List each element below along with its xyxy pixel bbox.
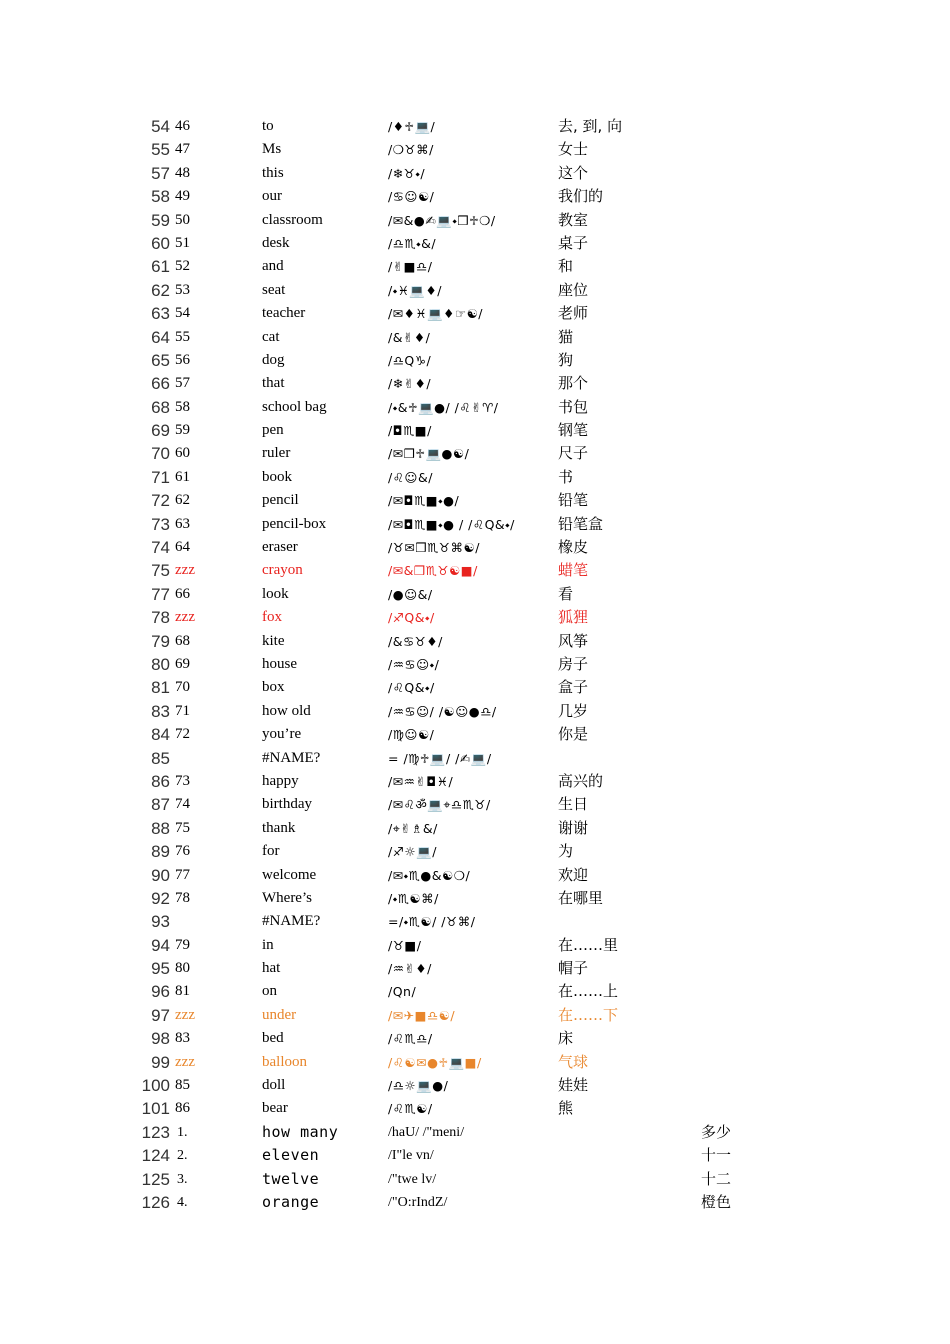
- phonetic: /◘♏■/: [388, 423, 432, 439]
- vocabulary-row: [0, 887, 950, 910]
- row-number: 86: [151, 771, 170, 791]
- phonetic: /♒✌♦/: [388, 961, 432, 977]
- row-number: 123: [141, 1122, 170, 1142]
- chinese-meaning: 在……上: [558, 982, 619, 1001]
- english-word: #NAME?: [262, 913, 321, 930]
- english-word: bed: [262, 1030, 284, 1047]
- row-number: 78: [151, 608, 170, 628]
- english-word: cat: [262, 328, 280, 345]
- row-number: 57: [151, 163, 170, 183]
- english-word: eraser: [262, 539, 298, 556]
- entry-number: 1.: [177, 1124, 188, 1140]
- entry-number: 79: [175, 936, 190, 953]
- row-number: 60: [151, 233, 170, 253]
- entry-number: 63: [175, 515, 190, 532]
- phonetic: /✉&❒♏♉☯■/: [388, 563, 478, 579]
- phonetic: /haU/ /"meni/: [388, 1124, 465, 1140]
- english-word: this: [262, 164, 284, 181]
- english-word: balloon: [262, 1053, 307, 1070]
- chinese-meaning: 生日: [558, 795, 589, 814]
- entry-number: zzz: [175, 562, 195, 579]
- row-number: 72: [151, 491, 170, 511]
- row-number: 89: [151, 842, 170, 862]
- chinese-meaning: 狐狸: [558, 608, 589, 627]
- vocabulary-row: [0, 864, 950, 887]
- vocabulary-row: [0, 302, 950, 325]
- phonetic: /⬩♓💻♦/: [388, 282, 442, 298]
- entry-number: 46: [175, 118, 190, 134]
- english-word: fox: [262, 609, 282, 626]
- row-number: 73: [151, 514, 170, 534]
- phonetic: /♌Q&⬩/: [388, 680, 435, 696]
- entry-number: 52: [175, 258, 190, 275]
- entry-number: 78: [175, 889, 190, 906]
- entry-number: 47: [175, 141, 190, 158]
- chinese-meaning: 书包: [558, 397, 589, 416]
- vocabulary-row: [0, 1168, 950, 1191]
- chinese-meaning: 铅笔盒: [558, 514, 604, 533]
- vocabulary-row: [0, 396, 950, 419]
- entry-number: zzz: [175, 1006, 195, 1023]
- english-word: on: [262, 983, 277, 1000]
- phonetic: /I"le vn/: [388, 1148, 434, 1164]
- english-word: doll: [262, 1077, 286, 1094]
- chinese-meaning: 气球: [558, 1052, 589, 1071]
- english-word: welcome: [262, 866, 317, 883]
- entry-number: 85: [175, 1077, 190, 1094]
- english-word: that: [262, 375, 285, 392]
- chinese-meaning: 蜡笔: [558, 561, 589, 580]
- row-number: 97: [151, 1005, 170, 1025]
- english-word: teacher: [262, 305, 306, 322]
- phonetic: /✌■♎/: [388, 259, 433, 275]
- phonetic: /♐Q&⬩/: [388, 610, 435, 626]
- chinese-meaning: 去, 到, 向: [558, 117, 623, 135]
- phonetic: /⬩&♱💻●/ /♌✌♈/: [388, 399, 499, 415]
- vocabulary-row: [0, 138, 950, 161]
- vocabulary-row: [0, 1004, 950, 1027]
- chinese-meaning: 狗: [558, 350, 574, 369]
- phonetic: /♌☺&/: [388, 469, 433, 485]
- chinese-meaning: 桌子: [558, 233, 589, 252]
- entry-number: 83: [175, 1030, 190, 1047]
- vocabulary-row: [0, 372, 950, 395]
- english-word: birthday: [262, 796, 312, 813]
- english-word: look: [262, 585, 289, 602]
- entry-number: 57: [175, 375, 190, 392]
- english-word: eleven: [262, 1146, 320, 1165]
- english-word: twelve: [262, 1169, 320, 1188]
- phonetic: /"O:rIndZ/: [388, 1194, 448, 1210]
- phonetic: /♉■/: [388, 937, 422, 953]
- entry-number: 62: [175, 492, 190, 509]
- row-number: 98: [151, 1029, 170, 1049]
- vocabulary-row: [0, 653, 950, 676]
- english-word: to: [262, 118, 274, 134]
- english-word: book: [262, 468, 292, 485]
- row-number: 74: [151, 538, 170, 558]
- row-number: 80: [151, 654, 170, 674]
- row-number: 90: [151, 865, 170, 885]
- chinese-meaning: 谢谢: [558, 818, 589, 837]
- english-word: our: [262, 188, 282, 205]
- phonetic: /♒♋☺⬩/: [388, 656, 440, 672]
- vocabulary-row: [0, 1144, 950, 1167]
- entry-number: 86: [175, 1100, 190, 1117]
- vocabulary-row: [0, 934, 950, 957]
- english-word: crayon: [262, 562, 303, 579]
- entry-number: 64: [175, 539, 190, 556]
- phonetic: /●☺&/: [388, 586, 433, 602]
- row-number: 88: [151, 818, 170, 838]
- vocabulary-row: [0, 583, 950, 606]
- vocabulary-row: [0, 255, 950, 278]
- row-number: 66: [151, 374, 170, 394]
- phonetic: /♌♏☯/: [388, 1101, 433, 1117]
- entry-number: 54: [175, 305, 190, 322]
- english-word: box: [262, 679, 285, 696]
- entry-number: 51: [175, 234, 190, 251]
- english-word: school bag: [262, 398, 327, 415]
- row-number: 124: [141, 1146, 170, 1166]
- vocabulary-row: [0, 466, 950, 489]
- row-number: 125: [141, 1169, 170, 1189]
- phonetic: /✉♦♓💻♦☞☯/: [388, 306, 483, 322]
- entry-number: 56: [175, 351, 190, 368]
- row-number: 59: [151, 210, 170, 230]
- english-word: thank: [262, 819, 296, 836]
- vocabulary-row: [0, 793, 950, 816]
- entry-number: 58: [175, 398, 190, 415]
- chinese-meaning: 帽子: [558, 959, 589, 978]
- chinese-meaning: 房子: [558, 654, 589, 673]
- chinese-meaning: 橡皮: [558, 538, 589, 557]
- phonetic: /♐☼💻/: [388, 844, 437, 860]
- chinese-meaning: 和: [558, 257, 574, 276]
- phonetic: /♉✉❒♏♉⌘☯/: [388, 540, 480, 556]
- row-number: 70: [151, 444, 170, 464]
- chinese-meaning: 我们的: [558, 187, 604, 206]
- entry-number: 53: [175, 281, 190, 298]
- phonetic: /♌♏♎/: [388, 1031, 433, 1047]
- english-word: hat: [262, 960, 281, 977]
- entry-number: 48: [175, 164, 190, 181]
- entry-number: 73: [175, 772, 190, 789]
- chinese-meaning: 为: [558, 842, 574, 861]
- row-number: 81: [151, 678, 170, 698]
- vocabulary-row: [0, 489, 950, 512]
- vocabulary-row: [0, 700, 950, 723]
- vocabulary-row: [0, 419, 950, 442]
- phonetic: /♌☯✉●♱💻■/: [388, 1054, 482, 1070]
- phonetic: /✉❒♱💻●☯/: [388, 446, 470, 462]
- english-word: desk: [262, 234, 290, 251]
- row-number: 92: [151, 888, 170, 908]
- row-number: 63: [151, 304, 170, 324]
- vocabulary-row: [0, 513, 950, 536]
- entry-number: 75: [175, 819, 190, 836]
- entry-number: 70: [175, 679, 190, 696]
- chinese-meaning: 盒子: [558, 678, 589, 697]
- entry-number: 77: [175, 866, 190, 883]
- entry-number: 60: [175, 445, 190, 462]
- phonetic: /✉♒✌◘♓/: [388, 773, 454, 789]
- entry-number: 76: [175, 843, 190, 860]
- entry-number: 68: [175, 632, 190, 649]
- chinese-meaning: 这个: [558, 163, 589, 182]
- phonetic: /✉◘♏■⬩● / /♌Q&⬩/: [388, 516, 515, 532]
- phonetic: /✉✈■♎☯/: [388, 1007, 456, 1023]
- phonetic: /♦♱💻/: [388, 119, 436, 134]
- chinese-meaning: 娃娃: [558, 1076, 589, 1095]
- vocabulary-row: [0, 326, 950, 349]
- entry-number: 49: [175, 188, 190, 205]
- entry-number: 4.: [177, 1194, 188, 1210]
- chinese-meaning: 尺子: [558, 444, 589, 463]
- chinese-meaning: 你是: [558, 725, 589, 744]
- vocabulary-row: [0, 349, 950, 372]
- entry-number: 61: [175, 468, 190, 485]
- vocabulary-row: [0, 162, 950, 185]
- chinese-meaning: 在哪里: [558, 888, 604, 907]
- chinese-meaning: 书: [558, 467, 574, 486]
- chinese-meaning: 那个: [558, 374, 589, 393]
- vocabulary-sheet: [0, 115, 950, 1214]
- english-word: under: [262, 1006, 297, 1023]
- vocabulary-row: [0, 1097, 950, 1120]
- english-word: happy: [262, 772, 299, 789]
- chinese-meaning: 床: [558, 1029, 574, 1048]
- vocabulary-row: [0, 910, 950, 933]
- chinese-meaning: 十一: [701, 1146, 732, 1165]
- vocabulary-row: [0, 630, 950, 653]
- english-word: seat: [262, 281, 286, 298]
- vocabulary-row: [0, 840, 950, 863]
- vocabulary-row: [0, 606, 950, 629]
- phonetic: /♋☺☯/: [388, 189, 435, 205]
- english-word: how many: [262, 1122, 339, 1141]
- row-number: 58: [151, 187, 170, 207]
- phonetic: /✉♌ॐ💻⌖♎♏♉/: [388, 797, 491, 813]
- row-number: 126: [141, 1192, 170, 1212]
- vocabulary-row: [0, 770, 950, 793]
- chinese-meaning: 座位: [558, 280, 589, 299]
- vocabulary-row: [0, 1051, 950, 1074]
- vocabulary-row: [0, 209, 950, 232]
- vocabulary-row: [0, 185, 950, 208]
- vocabulary-row: [0, 723, 950, 746]
- vocabulary-row: [0, 1121, 950, 1144]
- chinese-meaning: 铅笔: [558, 491, 589, 510]
- english-word: orange: [262, 1192, 320, 1211]
- row-number: 77: [151, 584, 170, 604]
- english-word: pencil: [262, 492, 299, 509]
- entry-number: 74: [175, 796, 190, 813]
- english-word: classroom: [262, 211, 323, 228]
- phonetic: /♒♋☺/ /☯☺●♎/: [388, 703, 497, 719]
- row-number: 79: [151, 631, 170, 651]
- english-word: Where’s: [262, 889, 312, 906]
- vocabulary-row: [0, 442, 950, 465]
- row-number: 55: [151, 140, 170, 160]
- phonetic: /⬩♏☯⌘/: [388, 890, 439, 906]
- phonetic: /♎♏⬩&/: [388, 235, 437, 251]
- english-word: bear: [262, 1100, 288, 1117]
- vocabulary-row: [0, 232, 950, 255]
- chinese-meaning: 女士: [558, 140, 589, 159]
- english-word: ruler: [262, 445, 291, 462]
- row-number: 93: [151, 912, 170, 932]
- row-number: 64: [151, 327, 170, 347]
- phonetic: /Qn/: [388, 984, 417, 1000]
- chinese-meaning: 猫: [558, 327, 574, 346]
- english-word: how old: [262, 702, 311, 719]
- chinese-meaning: 欢迎: [558, 865, 589, 884]
- vocabulary-row: [0, 559, 950, 582]
- vocabulary-row: [0, 115, 950, 138]
- row-number: 85: [151, 748, 170, 768]
- row-number: 95: [151, 959, 170, 979]
- vocabulary-row: [0, 279, 950, 302]
- chinese-meaning: 熊: [558, 1099, 574, 1118]
- row-number: 100: [141, 1076, 170, 1096]
- row-number: 62: [151, 280, 170, 300]
- row-number: 87: [151, 795, 170, 815]
- phonetic: /✉⬩♏●&☯❍/: [388, 867, 471, 883]
- phonetic: /❍♉⌘/: [388, 142, 434, 158]
- english-word: you’re: [262, 726, 302, 743]
- entry-number: zzz: [175, 609, 195, 626]
- chinese-meaning: 十二: [701, 1169, 732, 1188]
- phonetic: /✉&●✍💻⬩❒♱❍/: [388, 212, 496, 228]
- vocabulary-row: [0, 1027, 950, 1050]
- english-word: pencil-box: [262, 515, 327, 532]
- entry-number: 69: [175, 655, 190, 672]
- row-number: 54: [151, 117, 170, 136]
- phonetic: /"twe lv/: [388, 1171, 437, 1187]
- row-number: 68: [151, 397, 170, 417]
- row-number: 75: [151, 561, 170, 581]
- row-number: 99: [151, 1052, 170, 1072]
- vocabulary-row: [0, 536, 950, 559]
- phonetic: /♎Q♑/: [388, 352, 432, 368]
- phonetic: /♎☼💻●/: [388, 1078, 449, 1094]
- row-number: 94: [151, 935, 170, 955]
- phonetic: /♍☺☯/: [388, 727, 435, 743]
- english-word: for: [262, 843, 280, 860]
- phonetic: /⌖✌♗&/: [388, 820, 438, 836]
- row-number: 65: [151, 350, 170, 370]
- english-word: #NAME?: [262, 749, 321, 766]
- entry-number: zzz: [175, 1053, 195, 1070]
- row-number: 84: [151, 725, 170, 745]
- phonetic: /✉◘♏■⬩●/: [388, 493, 460, 509]
- entry-number: 55: [175, 328, 190, 345]
- chinese-meaning: 钢笔: [558, 421, 589, 440]
- vocabulary-row: [0, 676, 950, 699]
- phonetic: /❄♉⬩/: [388, 165, 426, 181]
- chinese-meaning: 老师: [558, 304, 589, 323]
- chinese-meaning: 在……里: [558, 935, 619, 954]
- vocabulary-row: [0, 747, 950, 770]
- chinese-meaning: 风筝: [558, 631, 589, 650]
- entry-number: 81: [175, 983, 190, 1000]
- english-word: dog: [262, 351, 285, 368]
- english-word: and: [262, 258, 284, 275]
- vocabulary-row: [0, 817, 950, 840]
- vocabulary-row: [0, 1074, 950, 1097]
- entry-number: 71: [175, 702, 190, 719]
- phonetic: /&♋♉♦/: [388, 633, 443, 649]
- chinese-meaning: 在……下: [558, 1005, 619, 1024]
- chinese-meaning: 看: [558, 584, 574, 603]
- entry-number: 50: [175, 211, 190, 228]
- row-number: 69: [151, 421, 170, 441]
- phonetic: /❄✌♦/: [388, 376, 432, 392]
- entry-number: 2.: [177, 1148, 188, 1164]
- phonetic: /&✌♦/: [388, 329, 431, 345]
- chinese-meaning: 高兴的: [558, 771, 604, 790]
- entry-number: 72: [175, 726, 190, 743]
- vocabulary-row: [0, 1191, 950, 1214]
- chinese-meaning: 多少: [701, 1122, 732, 1141]
- vocabulary-row: [0, 957, 950, 980]
- entry-number: 66: [175, 585, 190, 602]
- chinese-meaning: 橙色: [701, 1192, 732, 1211]
- phonetic: =/⬩♏☯/ /♉⌘/: [388, 914, 476, 930]
- english-word: in: [262, 936, 274, 953]
- entry-number: 3.: [177, 1171, 188, 1187]
- vocabulary-row: [0, 980, 950, 1003]
- chinese-meaning: 教室: [558, 210, 589, 229]
- row-number: 71: [151, 467, 170, 487]
- english-word: Ms: [262, 141, 282, 158]
- phonetic: = /♍♱💻/ /✍💻/: [388, 750, 492, 766]
- chinese-meaning: 几岁: [558, 701, 589, 720]
- row-number: 61: [151, 257, 170, 277]
- row-number: 96: [151, 982, 170, 1002]
- english-word: house: [262, 655, 297, 672]
- row-number: 101: [141, 1099, 170, 1119]
- english-word: pen: [262, 422, 284, 439]
- english-word: kite: [262, 632, 285, 649]
- entry-number: 80: [175, 960, 190, 977]
- row-number: 83: [151, 701, 170, 721]
- entry-number: 59: [175, 422, 190, 439]
